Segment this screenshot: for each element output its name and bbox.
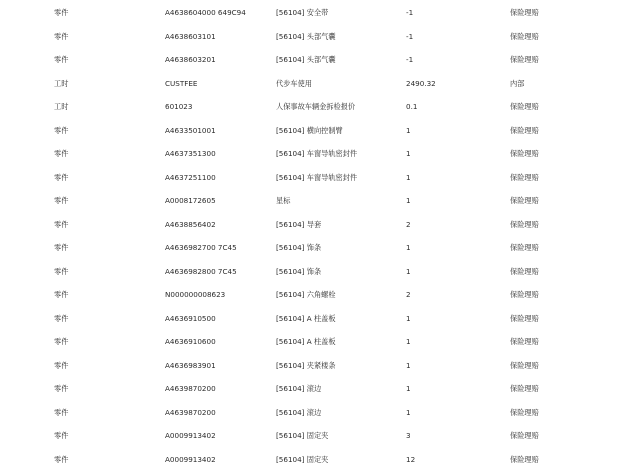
table-row [0,166,623,190]
row-type-cell: 零件 [54,1,144,25]
row-part-number-cell: N000000008623 [165,283,270,307]
row-type-cell: 零件 [54,377,144,401]
row-type-cell: 零件 [54,354,144,378]
row-description-cell: 代步车使用 [276,72,400,96]
row-payer-cell: 保险理赔 [510,95,620,119]
row-quantity-cell: 0.1 [406,95,486,119]
row-type-cell: 零件 [54,424,144,448]
row-payer-cell: 保险理赔 [510,401,620,425]
row-type-cell: 零件 [54,119,144,143]
table-row [0,119,623,143]
row-description-cell: [56104] A 柱盖板 [276,307,400,331]
table-row [0,142,623,166]
row-part-number-cell: A4638603201 [165,48,270,72]
row-description-cell: [56104] 安全带 [276,1,400,25]
table-row [0,189,623,213]
row-part-number-cell: A4639870200 [165,377,270,401]
row-part-number-cell: A4636982800 7C45 [165,260,270,284]
row-quantity-cell: 1 [406,236,486,260]
row-payer-cell: 保险理赔 [510,236,620,260]
row-part-number-cell: A0009913402 [165,424,270,448]
row-payer-cell: 保险理赔 [510,48,620,72]
row-part-number-cell: A4637251100 [165,166,270,190]
table-row [0,72,623,96]
row-description-cell: 人保事故车辆金拆检报价 [276,95,400,119]
row-payer-cell: 保险理赔 [510,25,620,49]
table-row [0,260,623,284]
row-description-cell: [56104] 横向控制臂 [276,119,400,143]
row-quantity-cell: 1 [406,142,486,166]
row-payer-cell: 保险理赔 [510,142,620,166]
row-type-cell: 零件 [54,48,144,72]
row-type-cell: 零件 [54,25,144,49]
row-part-number-cell: A4636982700 7C45 [165,236,270,260]
row-quantity-cell: 1 [406,377,486,401]
table-row [0,354,623,378]
row-description-cell: [56104] 车窗导轨密封件 [276,166,400,190]
row-quantity-cell: 1 [406,307,486,331]
row-payer-cell: 保险理赔 [510,283,620,307]
row-quantity-cell: 2 [406,213,486,237]
row-payer-cell: 保险理赔 [510,330,620,354]
row-payer-cell: 保险理赔 [510,166,620,190]
row-payer-cell: 保险理赔 [510,354,620,378]
row-type-cell: 零件 [54,236,144,260]
row-description-cell: [56104] 饰条 [276,236,400,260]
row-type-cell: 零件 [54,330,144,354]
row-description-cell: [56104] 六角螺栓 [276,283,400,307]
row-part-number-cell: A4633501001 [165,119,270,143]
row-description-cell: [56104] 夹紧楼条 [276,354,400,378]
table-row [0,424,623,448]
table-row [0,330,623,354]
row-description-cell: [56104] 导套 [276,213,400,237]
row-description-cell: 星标 [276,189,400,213]
row-quantity-cell: 2490.32 [406,72,486,96]
row-quantity-cell: 3 [406,424,486,448]
row-payer-cell: 保险理赔 [510,377,620,401]
row-description-cell: [56104] 固定夹 [276,448,400,471]
table-row [0,236,623,260]
row-type-cell: 零件 [54,189,144,213]
row-quantity-cell: -1 [406,48,486,72]
row-type-cell: 零件 [54,401,144,425]
row-type-cell: 零件 [54,213,144,237]
table-row [0,401,623,425]
row-part-number-cell: A4638603101 [165,25,270,49]
row-part-number-cell: A0009913402 [165,448,270,471]
row-type-cell: 零件 [54,283,144,307]
table-row [0,307,623,331]
row-quantity-cell: 1 [406,189,486,213]
row-payer-cell: 保险理赔 [510,424,620,448]
row-description-cell: [56104] A 柱盖板 [276,330,400,354]
row-type-cell: 零件 [54,142,144,166]
row-part-number-cell: A4636983901 [165,354,270,378]
row-description-cell: [56104] 头部气囊 [276,25,400,49]
row-type-cell: 零件 [54,448,144,471]
row-part-number-cell: A4636910600 [165,330,270,354]
row-type-cell: 零件 [54,307,144,331]
row-description-cell: [56104] 饰条 [276,260,400,284]
row-payer-cell: 保险理赔 [510,307,620,331]
row-part-number-cell: A4638856402 [165,213,270,237]
row-part-number-cell: CUSTFEE [165,72,270,96]
row-quantity-cell: -1 [406,1,486,25]
table-row [0,1,623,25]
row-description-cell: [56104] 固定夹 [276,424,400,448]
row-quantity-cell: 1 [406,119,486,143]
row-part-number-cell: A4636910500 [165,307,270,331]
row-quantity-cell: 1 [406,330,486,354]
row-type-cell: 零件 [54,260,144,284]
row-quantity-cell: 12 [406,448,486,471]
row-part-number-cell: A4638604000 649C94 [165,1,270,25]
row-payer-cell: 保险理赔 [510,119,620,143]
row-description-cell: [56104] 滚边 [276,401,400,425]
row-quantity-cell: -1 [406,25,486,49]
row-part-number-cell: 601023 [165,95,270,119]
row-part-number-cell: A0008172605 [165,189,270,213]
row-payer-cell: 保险理赔 [510,1,620,25]
row-quantity-cell: 1 [406,260,486,284]
table-row [0,25,623,49]
table-row [0,448,623,471]
row-quantity-cell: 2 [406,283,486,307]
row-type-cell: 工时 [54,72,144,96]
row-quantity-cell: 1 [406,166,486,190]
row-description-cell: [56104] 滚边 [276,377,400,401]
table-row [0,213,623,237]
row-payer-cell: 保险理赔 [510,213,620,237]
row-part-number-cell: A4637351300 [165,142,270,166]
row-quantity-cell: 1 [406,401,486,425]
table-row [0,95,623,119]
row-payer-cell: 保险理赔 [510,448,620,471]
row-description-cell: [56104] 车窗导轨密封件 [276,142,400,166]
row-type-cell: 零件 [54,166,144,190]
table-row [0,48,623,72]
row-payer-cell: 保险理赔 [510,189,620,213]
row-payer-cell: 内部 [510,72,620,96]
row-part-number-cell: A4639870200 [165,401,270,425]
row-description-cell: [56104] 头部气囊 [276,48,400,72]
table-row [0,283,623,307]
row-type-cell: 工时 [54,95,144,119]
table-row [0,377,623,401]
row-payer-cell: 保险理赔 [510,260,620,284]
row-quantity-cell: 1 [406,354,486,378]
